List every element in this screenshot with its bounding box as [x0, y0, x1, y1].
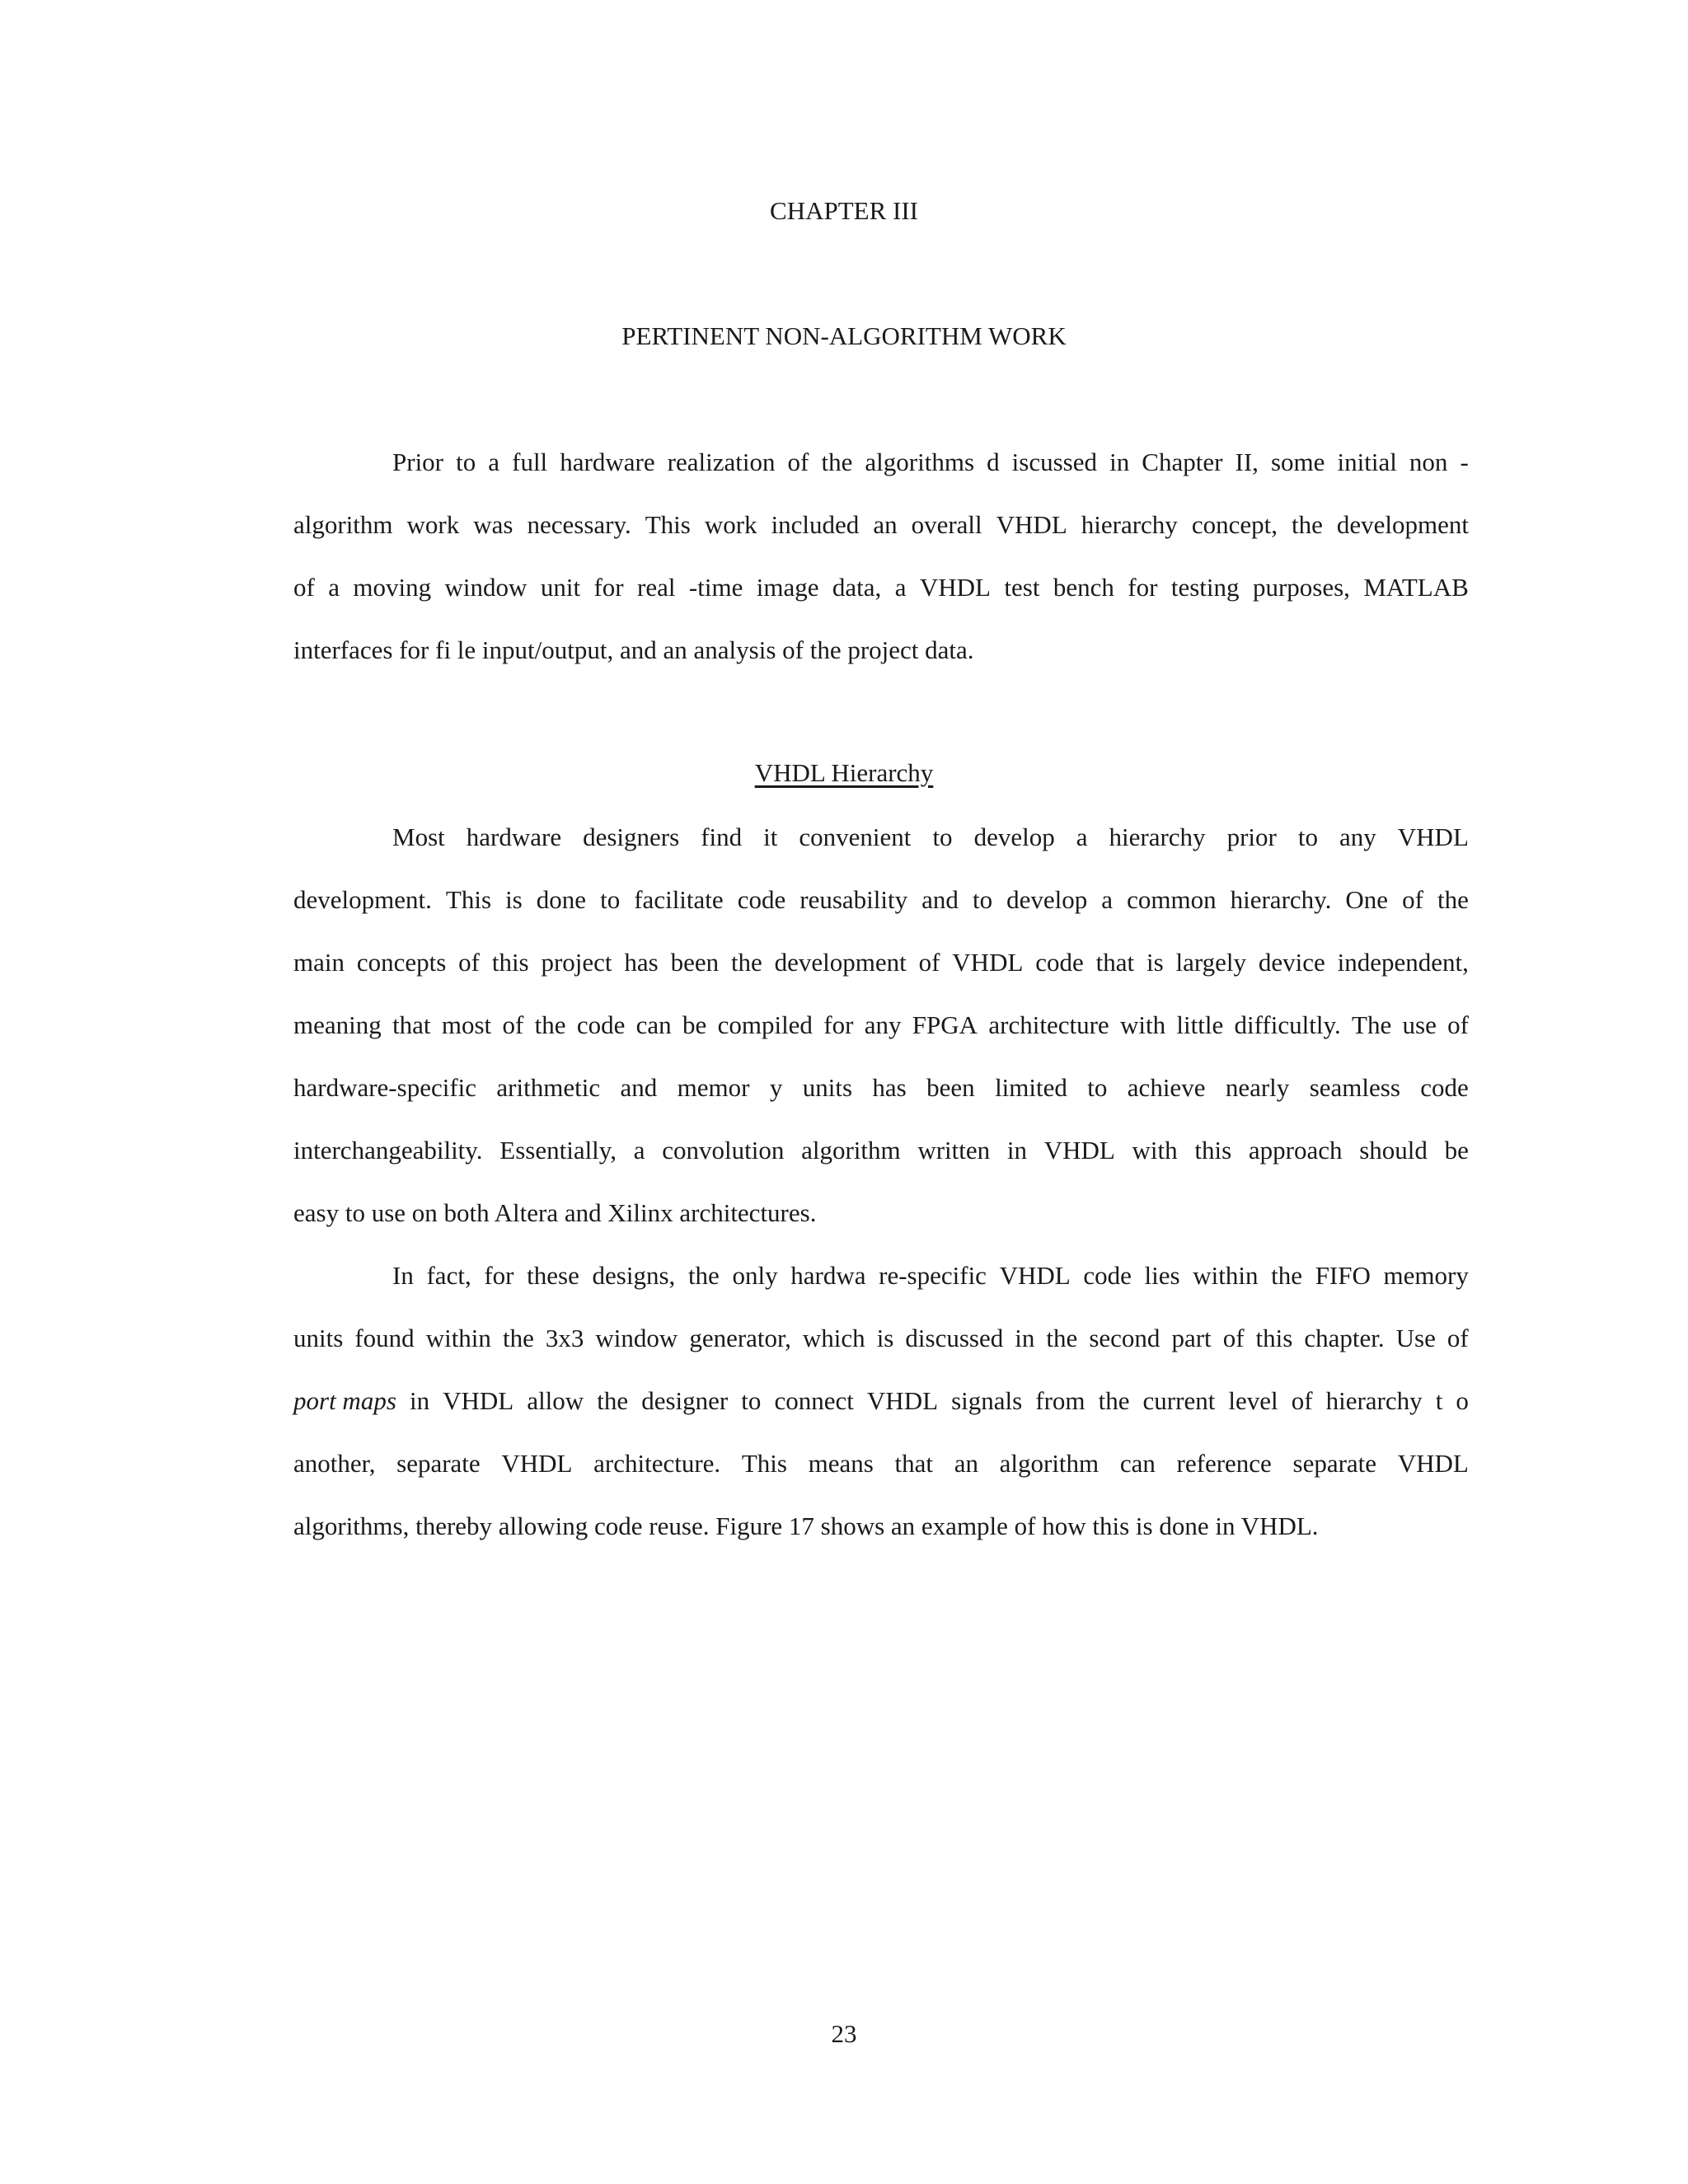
chapter-number: CHAPTER III — [770, 196, 918, 225]
paragraph-line: units found within the 3x3 window generator, which is discussed in the second part of this chapter. Use of — [293, 1324, 1469, 1352]
paragraph-line: Most hardware designers find it convenient to develop a hierarchy prior to any VHDL — [392, 823, 1469, 851]
paragraph-line: Prior to a full hardware realization of the algorithms d iscussed in Chapter II, some initial non - — [392, 448, 1469, 476]
paragraph-line: meaning that most of the code can be compiled for any FPGA architecture with little difficultly. The use of — [293, 1010, 1469, 1039]
paragraph-line: easy to use on both Altera and Xilinx architectures. — [293, 1198, 817, 1227]
paragraph-line: main concepts of this project has been the development of VHDL code that is largely device independent, — [293, 948, 1469, 977]
chapter-title: PERTINENT NON-ALGORITHM WORK — [621, 321, 1067, 350]
section-heading: VHDL Hierarchy — [754, 758, 934, 787]
paragraph-line: hardware-specific arithmetic and memor y units has been limited to achieve nearly seamless code — [293, 1073, 1469, 1102]
page-number: 23 — [831, 2019, 857, 2048]
paragraph-line: algorithms, thereby allowing code reuse. Figure 17 shows an example of how this is done in VHDL. — [293, 1511, 1319, 1540]
paragraph-line: interfaces for fi le input/output, and an analysis of the project data. — [293, 635, 974, 664]
paragraph-line: of a moving window unit for real -time image data, a VHDL test bench for testing purposes, MATLAB — [293, 573, 1469, 602]
paragraph-line: algorithm work was necessary. This work included an overall VHDL hierarchy concept, the development — [293, 510, 1469, 539]
paragraph-line: interchangeability. Essentially, a convolution algorithm written in VHDL with this approach should be — [293, 1136, 1469, 1165]
paragraph-line: port maps in VHDL allow the designer to connect VHDL signals from the current level of hierarchy t o — [293, 1386, 1469, 1415]
paragraph-line: development. This is done to facilitate code reusability and to develop a common hierarchy. One of the — [293, 885, 1469, 914]
paragraph-line: In fact, for these designs, the only hardwa re-specific VHDL code lies within the FIFO memory — [392, 1261, 1469, 1290]
paragraph-line: another, separate VHDL architecture. This means that an algorithm can reference separate VHDL — [293, 1449, 1469, 1478]
